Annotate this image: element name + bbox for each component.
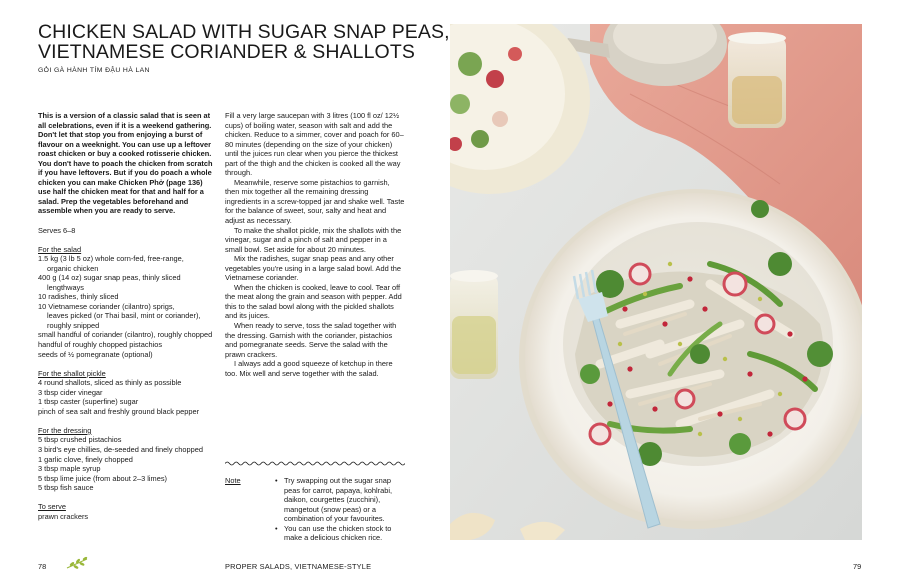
ingredient-line: pinch of sea salt and freshly ground black pepper	[38, 406, 200, 416]
serves-text: Serves 6–8	[38, 225, 76, 235]
ingredient-line: 10 radishes, thinly sliced	[38, 292, 119, 302]
pickle-heading: For the shallot pickle	[38, 368, 106, 378]
note-item: • Try swapping out the sugar snap peas for carrot, papaya, kohlrabi, daikon, courgettes (zucchini), mangetout (snow peas) or a combination of your favourites.	[275, 476, 405, 524]
ingredients-column	[38, 111, 214, 521]
intro-paragraph: This is a version of a classic salad that is seen at all celebrations, even if it is a weekend gathering. Don't let that stop you from enjoying a burst of flavour on a weeknight. You can use up a leftover roast chicken or buy a cooked rotisserie chicken. You don't have to poach the chicken from scratch if you have leftovers. But if you do poach a whole chicken you can make Chicken Phở (page 136) use half the chicken meat for that and half for a salad. Prep the vegetables beforehand and assemble when you are ready to serve.	[38, 111, 213, 216]
ingredient-line: organic chicken	[47, 263, 99, 273]
ingredient-line: roughly snipped	[47, 320, 100, 330]
ingredient-line: leaves picked (or Thai basil, mint or coriander),	[47, 311, 201, 321]
ingredient-line: 5 tbsp fish sauce	[38, 483, 94, 493]
method-step: When ready to serve, toss the salad together with the dressing. Garnish with the coriander, pistachios and pomegranate seeds. Serve the salad with the prawn crackers.	[225, 321, 397, 359]
serve-heading: To serve	[38, 502, 66, 512]
ingredient-line: prawn crackers	[38, 511, 89, 521]
ingredient-line: 10 Vietnamese coriander (cilantro) sprigs,	[38, 301, 175, 311]
recipe-subtitle: GỎI GÀ HÀNH TÍM ĐẬU HÀ LAN	[38, 67, 150, 74]
method-step: When the chicken is cooked, leave to cool. Tear off the meat along the grain and season with pepper. Add this to the salad bowl along with the pickled shallots and its juices.	[225, 282, 402, 321]
method-step: To make the shallot pickle, mix the shallots with the vinegar, sugar and a pinch of salt and pepper in a small bowl. Set aside for about 20 minutes.	[225, 225, 402, 254]
ingredient-line: 1.5 kg (3 lb 5 oz) whole corn-fed, free-range,	[38, 254, 184, 264]
salad-heading: For the salad	[38, 244, 82, 254]
recipe-title	[38, 21, 450, 63]
ingredient-line: 4 round shallots, sliced as thinly as possible	[38, 378, 182, 388]
pickle-ingredient-list	[38, 378, 214, 416]
method-step: Fill a very large saucepan with 3 litres (100 fl oz/ 12½ cups) of boiling water, season with salt and add the chicken. Reduce to a simmer, cover and poach for 60–80 minutes (depending on the size of your chicken) until the juices run clear when you pierce the thickest part of the thigh and the chicken is cooked all the way through.	[225, 111, 404, 178]
note-item: • You can use the chicken stock to make a delicious chicken rice.	[275, 524, 405, 543]
ingredient-line: 3 bird's eye chillies, de-seeded and finely chopped	[38, 444, 203, 454]
ingredient-line: 1 garlic clove, finely chopped	[38, 454, 133, 464]
herb-sprig-icon	[66, 556, 88, 570]
ingredient-line: 1 tbsp caster (superfine) sugar	[38, 397, 139, 407]
ingredient-line: small handful of coriander (cilantro), roughly chopped	[38, 330, 213, 340]
recipe-title-line-1: CHICKEN SALAD WITH SUGAR SNAP PEAS,	[38, 21, 450, 43]
wave-divider	[225, 460, 405, 467]
ingredient-line: seeds of ½ pomegranate (optional)	[38, 349, 153, 359]
method-step: Meanwhile, reserve some pistachios to garnish, then mix together all the remaining dressing ingredients in a screw-topped jar and shake well. Taste for the balance of sweet, sour, salty and heat and adjust as necessary.	[225, 177, 405, 226]
note-list	[275, 476, 405, 543]
salad-photo	[450, 24, 862, 540]
method-step: Mix the radishes, sugar snap peas and any other vegetables you're using in a large salad bowl. Add the Vietnamese coriander.	[225, 254, 402, 283]
section-footer: PROPER SALADS, VIETNAMESE-STYLE	[225, 562, 372, 571]
salad-photo-illustration	[450, 24, 862, 540]
salad-ingredient-list	[38, 254, 214, 359]
method-column	[225, 111, 405, 378]
ingredient-line: handful of roughly chopped pistachios	[38, 340, 163, 350]
ingredient-line: 5 tbsp lime juice (from about 2–3 limes)	[38, 473, 167, 483]
ingredient-line: lengthways	[47, 282, 84, 292]
page-number-right: 79	[853, 562, 862, 571]
method-step: I always add a good squeeze of ketchup in there too. Mix well and serve together with the salad.	[225, 359, 393, 378]
page-number-left: 78	[38, 562, 47, 571]
ingredient-line: 5 tbsp crushed pistachios	[38, 435, 122, 445]
ingredient-line: 3 tbsp maple syrup	[38, 464, 101, 474]
note-label: Note	[225, 476, 241, 485]
ingredient-line: 400 g (14 oz) sugar snap peas, thinly sliced	[38, 273, 181, 283]
dressing-ingredient-list	[38, 435, 214, 492]
dressing-heading: For the dressing	[38, 425, 92, 435]
ingredient-line: 3 tbsp cider vinegar	[38, 387, 103, 397]
recipe-title-line-2: VIETNAMESE CORIANDER & SHALLOTS	[38, 41, 415, 63]
